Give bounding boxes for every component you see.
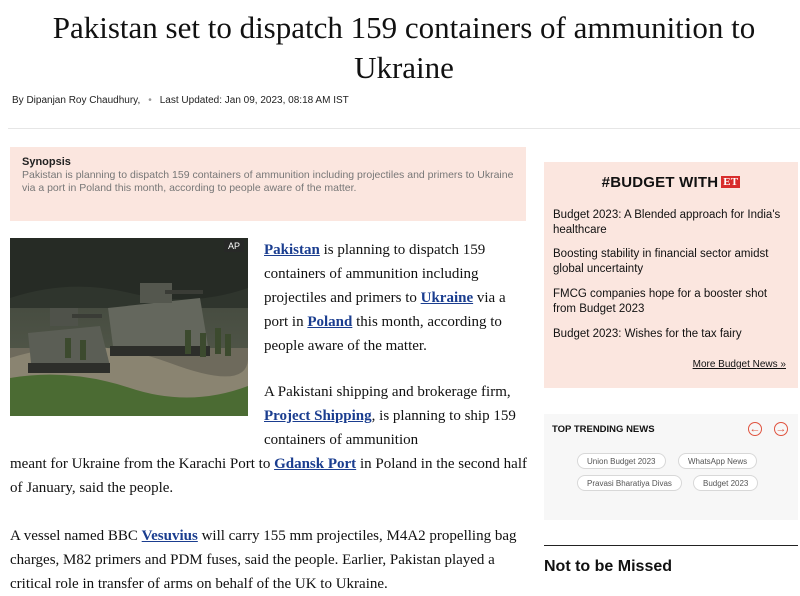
paragraph-text: meant for Ukraine from the Karachi Port to — [10, 456, 275, 472]
paragraph-text: A Pakistani shipping and brokerage firm, — [264, 384, 511, 400]
budget-news-item[interactable]: Budget 2023: Wishes for the tax fairy — [553, 328, 742, 340]
link-ukraine[interactable]: Ukraine — [420, 290, 474, 306]
photo-credit: AP — [224, 240, 244, 252]
trending-widget — [544, 414, 798, 520]
paragraph-text: is planning to dispatch 159 containers of ammunition including projectiles and primers to — [264, 242, 486, 306]
budget-heading — [544, 174, 798, 191]
synopsis-box — [10, 147, 526, 221]
paragraph-text: , is planning to ship 159 containers of ammunition — [264, 408, 516, 448]
military-vehicles-image — [10, 238, 248, 416]
author-link[interactable]: By Dipanjan Roy Chaudhury, — [12, 95, 141, 106]
separator-dot: • — [148, 95, 152, 106]
paragraph-3 — [10, 524, 530, 596]
trending-tag[interactable]: Pravasi Bharatiya Divas — [577, 475, 682, 491]
link-project-shipping[interactable]: Project Shipping — [264, 408, 372, 424]
arrow-left-icon[interactable]: ← — [749, 423, 761, 435]
synopsis-label: Synopsis — [22, 156, 71, 168]
trending-tag[interactable]: Union Budget 2023 — [577, 453, 666, 469]
budget-widget — [544, 162, 798, 388]
paragraph-text: via a port in — [264, 290, 506, 330]
budget-news-item[interactable]: FMCG companies hope for a booster shot from Budget 2023 — [553, 288, 768, 315]
budget-news-item[interactable]: Boosting stability in financial sector amidst global uncertainty — [553, 248, 769, 275]
paragraph-text: A vessel named BBC — [10, 528, 142, 544]
paragraph-1 — [264, 238, 532, 358]
et-logo: ET — [723, 176, 739, 188]
link-gdansk-port[interactable]: Gdansk Port — [274, 456, 357, 472]
article-photo[interactable] — [10, 238, 248, 416]
divider — [8, 128, 800, 129]
synopsis-text: Pakistan is planning to dispatch 159 containers of ammunition including projectiles and primers to Ukraine via a port in Poland this month, according to people aware of the matter. — [22, 169, 514, 194]
budget-news-item[interactable]: Budget 2023: A Blended approach for India's healthcare — [553, 209, 781, 236]
link-poland[interactable]: Poland — [307, 314, 353, 330]
paragraph-2 — [264, 380, 532, 452]
arrow-right-icon[interactable]: → — [775, 423, 787, 435]
byline — [12, 95, 349, 106]
paragraph-text: will carry 155 mm projectiles, M4A2 propelling bag charges, M82 primers and PDM fuses, said the people. Earlier, Pakistan played a critical role in transfer of arms on behalf of the UK to Ukraine. — [10, 528, 517, 592]
last-updated: Last Updated: Jan 09, 2023, 08:18 AM IST — [159, 95, 349, 106]
trending-heading: TOP TRENDING NEWS — [552, 424, 655, 435]
link-vesuvius[interactable]: Vesuvius — [141, 528, 198, 544]
paragraph-text: in Poland in the second half of January, said the people. — [10, 456, 527, 496]
link-pakistan[interactable]: Pakistan — [264, 242, 320, 258]
trending-tag[interactable]: WhatsApp News — [678, 453, 757, 469]
paragraph-text: this month, according to people aware of the matter. — [264, 314, 502, 354]
trending-tag[interactable]: Budget 2023 — [693, 475, 758, 491]
article-headline: Pakistan set to dispatch 159 containers of ammunition to Ukraine — [52, 10, 756, 85]
more-budget-news-link[interactable]: More Budget News » — [692, 359, 786, 370]
budget-heading-text: #BUDGET WITH — [601, 174, 719, 191]
paragraph-2-continued — [10, 452, 530, 500]
not-to-be-missed-heading: Not to be Missed — [544, 558, 673, 575]
divider — [544, 545, 798, 546]
